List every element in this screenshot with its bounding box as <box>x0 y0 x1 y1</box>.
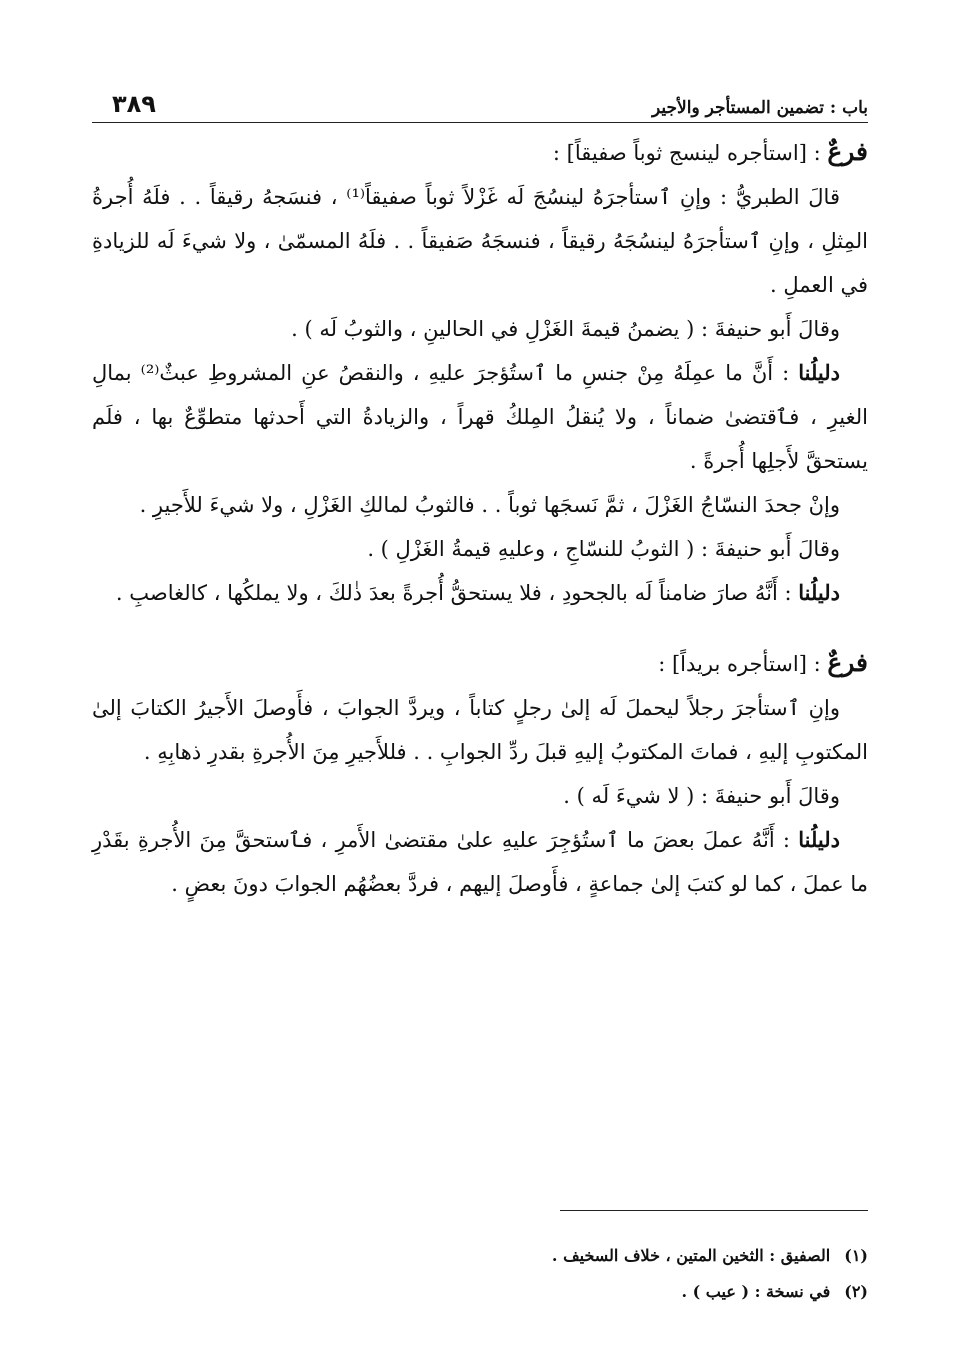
paragraph-text: : أَنَّهُ عملَ بعضَ ما ٱستُؤجِرَ عليهِ علىٰ مقتضىٰ الأَمرِ ، فٱستحقَّ مِنَ الأُجرةِ بقَدْرِ ما عملَ ، كما لو كتبَ إلىٰ جماعةٍ ، فأَوصلَ إليهم ، فردَّ بعضُهُم الجوابَ دونَ بعضٍ . <box>92 828 868 896</box>
footnote-text: في نسخة : ( عيب ) . <box>681 1282 831 1301</box>
paragraph-text: : أَنَّ ما عمِلَهُ مِنْ جنسِ ما ٱستُؤجرَ عليهِ ، والنقصُ عنِ المشروطِ عبثٌ⁽²⁾ بمالِ الغيرِ ، فٱقتضىٰ ضماناً ، ولا يُنقلُ المِلكُ قهراً ، والزيادةُ التي أَحدثها متطوِّعٌ بها ، فلَم يستحقَّ لأَجلِها أُجرةً . <box>92 361 868 473</box>
heading-label: فرعٌ <box>827 137 868 166</box>
evidence-label: دليلُنا <box>798 827 840 852</box>
evidence-label: دليلُنا <box>798 360 840 385</box>
footnote-number: (٢) <box>844 1282 868 1301</box>
footnote-text: الصفيق : الثخين المتين ، خلاف السخيف . <box>551 1246 831 1265</box>
main-text <box>92 130 868 906</box>
paragraph-text: : أَنَّهُ صارَ ضامناً لَه بالجحودِ ، فلا يستحقُّ أُجرةً بعدَ ذٰلكَ ، ولا يملكُها ، كالغاصبِ . <box>115 581 799 605</box>
running-header <box>92 78 868 123</box>
paragraph: قالَ الطبريُّ : وإنِ ٱستأجرَهُ لينسُجَ لَه غَزْلاً ثوباً صفيقاً⁽¹⁾ ، فنسَجهُ رقيقاً . . فلَهُ أُجرةُ المِثلِ ، وإنِ ٱستأجرَهُ لينسُجَهُ رقيقاً ، فنسجَهُ صَفيقاً . . فلَهُ المسمّىٰ ، ولا شيءَ لَه للزيادةِ في العملِ . <box>92 185 868 297</box>
footnote <box>92 1274 868 1310</box>
paragraph: وإنِ ٱستأجرَ رجلاً ليحملَ لَه إلىٰ رجلٍ كتاباً ، ويردَّ الجوابَ ، فأَوصلَ الأَجيرُ الكتابَ إلىٰ المكتوبِ إليهِ ، فماتَ المكتوبُ إليهِ قبلَ ردِّ الجوابِ . . فللأَجيرِ مِنَ الأُجرةِ بقدرِ ذهابِهِ . <box>92 696 868 764</box>
paragraph: وإنْ جحدَ النسّاجُ الغَزْلَ ، ثمَّ نَسجَها ثوباً . . فالثوبُ لمالكِ الغَزْلِ ، ولا شيءَ للأَجيرِ . <box>139 493 840 517</box>
paragraph: وقالَ أَبو حنيفةَ : ( يضمنُ قيمةَ الغَزْلِ في الحالينِ ، والثوبُ لَه ) . <box>291 317 840 341</box>
footnote <box>92 1238 868 1274</box>
footnotes <box>92 1238 868 1310</box>
footnote-divider <box>560 1210 868 1211</box>
paragraph <box>92 818 868 906</box>
section-gap <box>92 615 868 641</box>
chapter-title: باب : تضمين المستأجر والأجير <box>652 98 868 118</box>
footnote-number: (١) <box>844 1246 868 1265</box>
heading-label: فرعٌ <box>827 648 868 677</box>
section-heading <box>92 130 868 175</box>
heading-text: : [استأجره بريداً] : <box>658 652 828 676</box>
paragraph <box>92 351 868 483</box>
heading-text: : [استأجره لينسج ثوباً صفيقاً] : <box>552 141 828 165</box>
evidence-label: دليلُنا <box>798 580 840 605</box>
paragraph: وقالَ أَبو حنيفةَ : ( لا شيءَ لَه ) . <box>563 784 840 808</box>
page-number: ٣٨٩ <box>112 90 156 118</box>
paragraph: وقالَ أَبو حنيفةَ : ( الثوبُ للنسّاجِ ، وعليهِ قيمةُ الغَزْلِ ) . <box>367 537 840 561</box>
paragraph <box>92 571 868 615</box>
section-heading <box>92 641 868 686</box>
